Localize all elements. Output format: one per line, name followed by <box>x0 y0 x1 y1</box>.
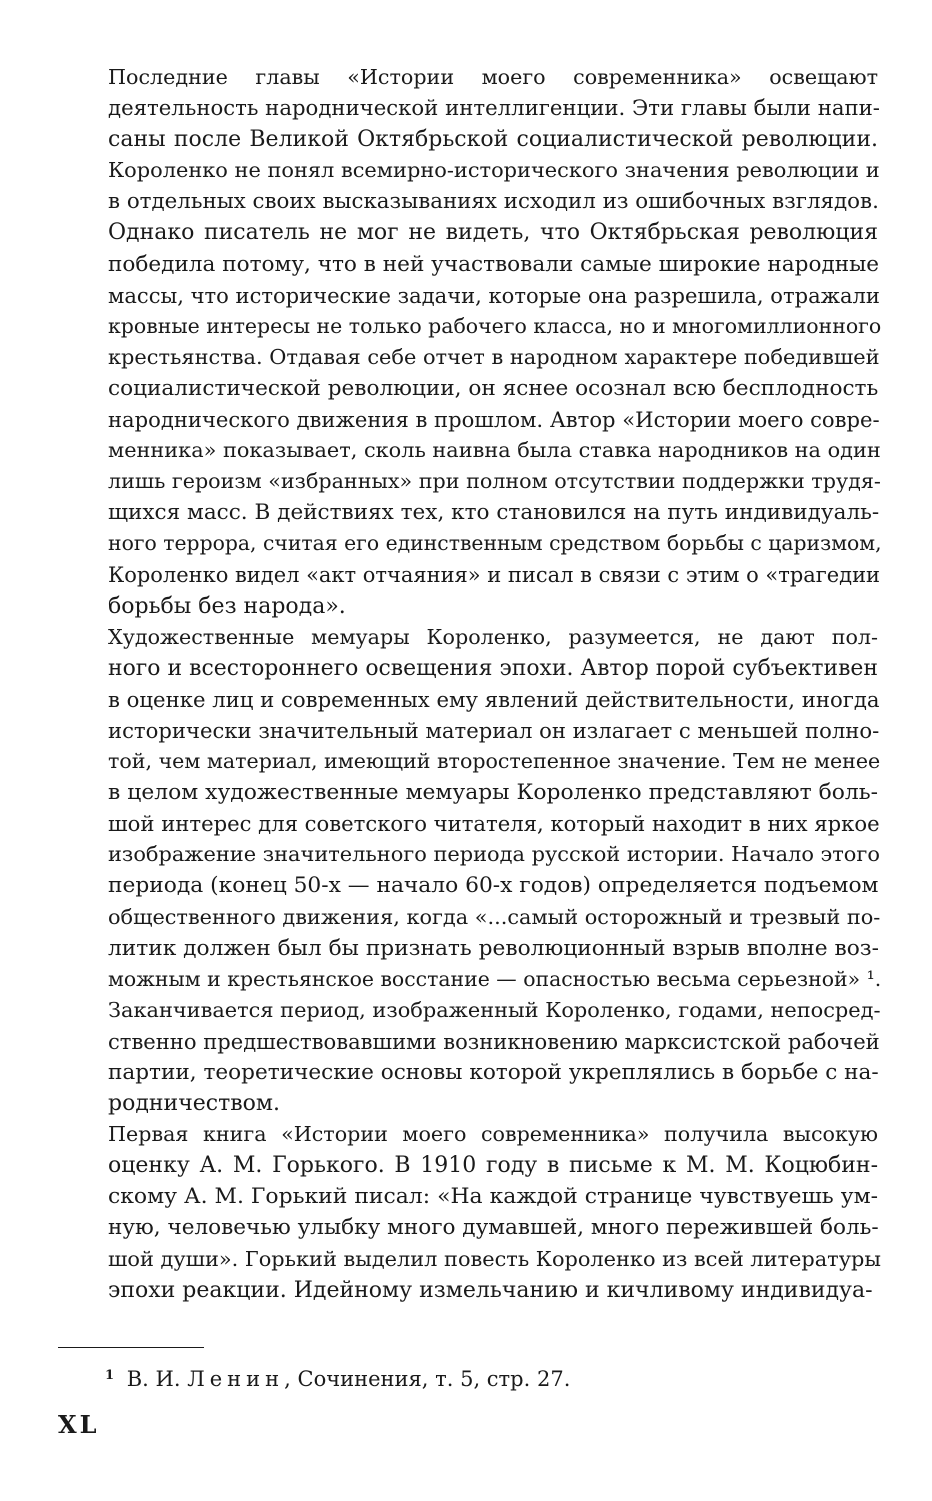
text-line: саны после Великой Октябрьской социалистической революции. <box>108 127 878 153</box>
text-line: периода (конец 50-х — начало 60-х годов) определяется подъемом <box>108 873 879 899</box>
text-line: шой интерес для советского читателя, который находит в них яркое <box>108 811 880 837</box>
text-line: социалистической революции, он яснее осознал всю бесплодность <box>108 375 879 401</box>
text-line: общественного движения, когда «...самый осторожный и трезвый по- <box>108 904 881 929</box>
text-line: изображение значительного периода русской истории. Начало этого <box>108 842 880 867</box>
text-line: Художественные мемуары Короленко, разумеется, не дают пол- <box>108 624 878 649</box>
paragraph <box>58 622 882 1120</box>
footnote-source: , Сочинения, т. 5, стр. 27. <box>284 1367 571 1391</box>
text-line: кровные интересы не только рабочего класса, но и многомиллионного <box>108 313 882 338</box>
text-line: борьбы без народа». <box>108 593 346 619</box>
page-number: XL <box>58 1410 100 1439</box>
text-line: исторически значительный материал он излагает с меньшей полно- <box>108 717 880 743</box>
text-line: крестьянства. Отдавая себе отчет в народном характере победившей <box>108 344 880 369</box>
text-line: Короленко видел «акт отчаяния» и писал в связи с этим о «трагедии <box>108 562 881 587</box>
text-line: менника» показывает, сколь наивна была ставка народников на один <box>108 438 881 463</box>
footnote-initials: В. И. <box>126 1367 181 1391</box>
text-line: скому А. М. Горький писал: «На каждой странице чувствуешь ум- <box>108 1184 878 1210</box>
text-line: победила потому, что в ней участвовали самые широкие народные <box>108 251 880 277</box>
text-line: Однако писатель не мог не видеть, что Октябрьская революция <box>108 220 878 246</box>
text-line: можным и крестьянское восстание — опасностью весьма серьезной» ¹. <box>108 966 882 991</box>
text-line: той, чем материал, имеющий второстепенное значение. Тем не менее <box>108 749 881 774</box>
footnote <box>105 1362 570 1393</box>
text-line: народнического движения в прошлом. Автор «Истории моего совре- <box>108 407 880 433</box>
text-line: Последние главы «Истории моего современника» освещают <box>108 65 878 89</box>
text-line: родничеством. <box>108 1091 280 1117</box>
footnote-divider <box>58 1347 204 1348</box>
text-line: ного террора, считая его единственным средством борьбы с царизмом, <box>108 531 882 556</box>
text-line: в целом художественные мемуары Короленко представляют боль- <box>108 780 878 806</box>
text-line: Первая книга «Истории моего современника» получила высокую <box>108 1122 878 1147</box>
footnote-marker: 1 <box>105 1368 115 1383</box>
text-line: ственно предшествовавшими возникновению марксистской рабочей <box>108 1028 880 1054</box>
footnote-author: Ленин <box>187 1367 285 1391</box>
text-line: шой души». Горький выделил повесть Короленко из всей литературы <box>108 1246 881 1271</box>
paragraph <box>58 1119 881 1306</box>
text-line: партии, теоретические основы которой укреплялись в борьбе с на- <box>108 1060 879 1085</box>
text-line: лишь героизм «избранных» при полном отсутствии поддержки трудя- <box>108 469 881 494</box>
text-line: оценку А. М. Горького. В 1910 году в письме к М. М. Коцюбин- <box>108 1153 878 1179</box>
paragraph <box>58 62 882 622</box>
text-line: ную, человечью улыбку много думавшей, много пережившей боль- <box>108 1215 879 1241</box>
text-line: литик должен был бы признать революционный взрыв вполне воз- <box>108 935 879 961</box>
text-line: в отдельных своих высказываниях исходил из ошибочных взглядов. <box>108 189 879 215</box>
text-line: Короленко не понял всемирно-исторического значения революции и <box>108 158 880 183</box>
text-line: в оценке лиц и современных ему явлений действительности, иногда <box>108 686 880 712</box>
text-line: Заканчивается период, изображенный Короленко, годами, непосред- <box>108 997 881 1022</box>
text-line: деятельность народнической интеллигенции. Эти главы были напи- <box>108 96 880 122</box>
page-body <box>58 62 882 1306</box>
text-line: щихся масс. В действиях тех, кто становился на путь индивидуаль- <box>108 500 880 526</box>
text-line: эпохи реакции. Идейному измельчанию и кичливому индивидуа- <box>108 1277 873 1303</box>
text-line: массы, что исторические задачи, которые она разрешила, отражали <box>108 282 880 308</box>
text-line: ного и всестороннего освещения эпохи. Автор порой субъективен <box>108 655 878 681</box>
